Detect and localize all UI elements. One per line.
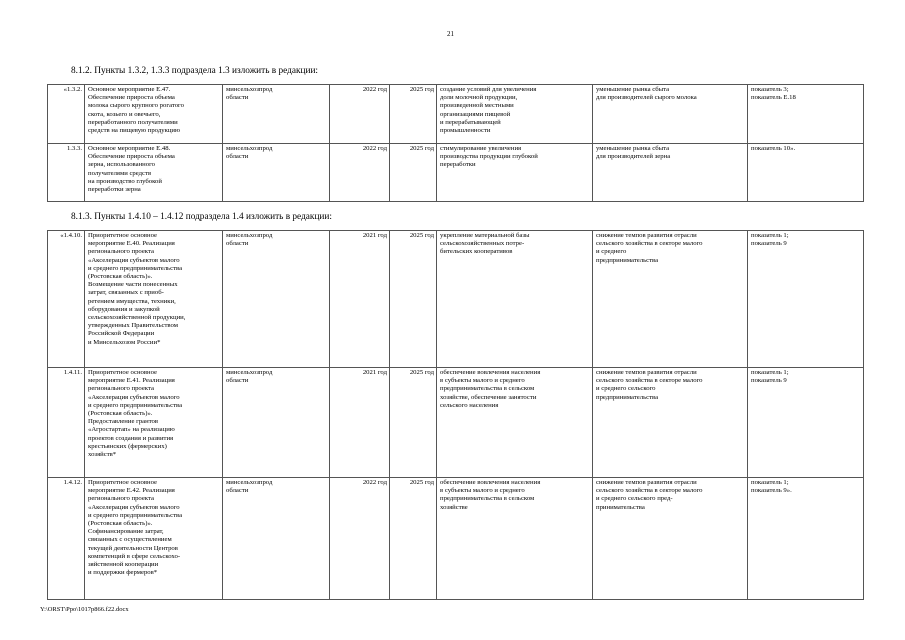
item-number: 1.4.11.: [48, 368, 85, 478]
item-number: 1.3.3.: [48, 144, 85, 202]
item-start-year: 2021 год: [330, 368, 390, 478]
item-name: Приоритетное основное мероприятие Е.40. Реализация регионального проекта «Акселерация субъектов малого и среднего предпринимательства (Ростовская область)». Возмещение части понесенных затрат, связанных с приоб- ретением имущества, техники, оборудования и закупкой сельскохозяйственной продукции, утвержденных Правительством Российской Федерации и Минсельхозом России*: [85, 231, 223, 368]
item-indicators: показатель 10».: [748, 144, 864, 202]
table-subsection-1-3: [47, 84, 864, 202]
item-name: Основное мероприятие Е.47. Обеспечение прироста объема молока сырого крупного рогатого скота, козьего и овечьего, переработанного получателями средств на пищевую продукцию: [85, 85, 223, 144]
item-consequences: снижение темпов развития отрасли сельского хозяйства в секторе малого и среднего предпринимательства: [593, 231, 748, 368]
item-number: «1.4.10.: [48, 231, 85, 368]
item-end-year: 2025 год: [390, 368, 437, 478]
item-number: 1.4.12.: [48, 478, 85, 600]
item-indicators: показатель 3; показатель Е.18: [748, 85, 864, 144]
item-consequences: снижение темпов развития отрасли сельского хозяйства в секторе малого и среднего сельского пред- принимательства: [593, 478, 748, 600]
item-start-year: 2022 год: [330, 85, 390, 144]
item-start-year: 2021 год: [330, 231, 390, 368]
section-heading-1-4: 8.1.3. Пункты 1.4.10 – 1.4.12 подраздела 1.4 изложить в редакции:: [71, 212, 332, 222]
section-heading-1-3: 8.1.2. Пункты 1.3.2, 1.3.3 подраздела 1.3 изложить в редакции:: [71, 66, 319, 76]
item-end-year: 2025 год: [390, 231, 437, 368]
item-executor: минсельхозпрод области: [223, 144, 330, 202]
item-consequences: уменьшение рынка сбыта для производителей зерна: [593, 144, 748, 202]
item-consequences: снижение темпов развития отрасли сельского хозяйства в секторе малого и среднего сельского предпринимательства: [593, 368, 748, 478]
item-expected-result: обеспечение вовлечения населения в субъекты малого и среднего предпринимательства в сельском хозяйстве, обеспечение занятости сельского населения: [437, 368, 593, 478]
item-start-year: 2022 год: [330, 144, 390, 202]
item-expected-result: обеспечение вовлечения населения в субъекты малого и среднего предпринимательства в сельском хозяйстве: [437, 478, 593, 600]
item-end-year: 2025 год: [390, 478, 437, 600]
item-executor: минсельхозпрод области: [223, 478, 330, 600]
item-name: Приоритетное основное мероприятие Е.42. Реализация регионального проекта «Акселерация субъектов малого и среднего предпринимательства (Ростовская область)». Софинансирование затрат, связанных с осуществлением текущей деятельности Центров компетенций в сфере сельскохо- зяйственной кооперации и поддержки фермеров*: [85, 478, 223, 600]
item-executor: минсельхозпрод области: [223, 85, 330, 144]
item-consequences: уменьшение рынка сбыта для производителей сырого молока: [593, 85, 748, 144]
table-row: [48, 231, 864, 368]
item-name: Приоритетное основное мероприятие Е.41. Реализация регионального проекта «Акселерация субъектов малого и среднего предпринимательства (Ростовская область)». Предоставление грантов «Агростартап» на реализацию проектов создания и развития крестьянских (фермерских) хозяйств*: [85, 368, 223, 478]
item-executor: минсельхозпрод области: [223, 368, 330, 478]
item-name: Основное мероприятие Е.48. Обеспечение прироста объема зерна, использованного получателями средств на производство глубокой переработки зерна: [85, 144, 223, 202]
item-expected-result: стимулирование увеличения производства продукции глубокой переработки: [437, 144, 593, 202]
table-row: [48, 368, 864, 478]
table-row: [48, 144, 864, 202]
item-indicators: показатель 1; показатель 9: [748, 368, 864, 478]
item-end-year: 2025 год: [390, 144, 437, 202]
item-end-year: 2025 год: [390, 85, 437, 144]
item-expected-result: укрепление материальной базы сельскохозяйственных потре- бительских кооперативов: [437, 231, 593, 368]
table-row: [48, 85, 864, 144]
file-path-footer: Y:\ORST\Ppo\1017p866.f22.docx: [40, 606, 129, 613]
table-subsection-1-4: [47, 230, 864, 600]
item-start-year: 2022 год: [330, 478, 390, 600]
table-row: [48, 478, 864, 600]
item-number: «1.3.2.: [48, 85, 85, 144]
item-executor: минсельхозпрод области: [223, 231, 330, 368]
item-indicators: показатель 1; показатель 9: [748, 231, 864, 368]
page-number: 21: [447, 30, 454, 38]
item-expected-result: создание условий для увеличения доли молочной продукции, произведенной местными организациями пищевой и перерабатывающей промышленности: [437, 85, 593, 144]
item-indicators: показатель 1; показатель 9».: [748, 478, 864, 600]
